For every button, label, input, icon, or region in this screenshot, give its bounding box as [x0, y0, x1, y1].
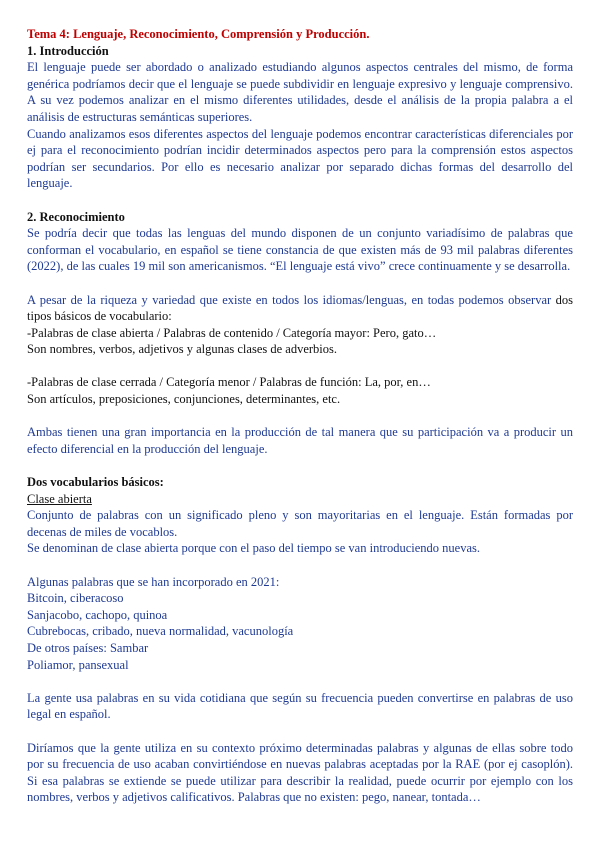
closed-class-line: -Palabras de clase cerrada / Categoría menor / Palabras de función: La, por, en… [27, 375, 431, 390]
reconocimiento-paragraph-3: Ambas tienen una gran importancia en la producción de tal manera que su participación va a producir un efecto diferencial en la producción del lenguaje. [27, 425, 573, 456]
document-title: Tema 4: Lenguaje, Reconocimiento, Comprensión y Producción. [27, 27, 370, 41]
vocab-paragraph-1: Conjunto de palabras con un significado pleno y son mayoritarias en el lenguaje. Están formadas por decenas de miles de vocablos. [27, 508, 573, 539]
vocab-heading: Dos vocabularios básicos: [27, 475, 164, 490]
vocab-list-intro: Algunas palabras que se han incorporado en 2021: [27, 574, 280, 589]
spacer [27, 673, 573, 690]
list-item: De otros países: Sambar [27, 640, 149, 655]
list-item: Cubrebocas, cribado, nueva normalidad, vacunología [27, 624, 294, 639]
vocab-subheading-clase-abierta: Clase abierta [27, 491, 92, 506]
list-item: Poliamor, pansexual [27, 657, 129, 672]
spacer [27, 457, 573, 474]
list-item: Bitcoin, ciberacoso [27, 591, 124, 606]
vocab-paragraph-4: Diríamos que la gente utiliza en su contexto próximo determinadas palabras y algunas de ellas sobre todo por su frecuencia de uso acaban convirtiéndose en nuevas palabras aceptadas por la RAE (por ej casoplón). Si esa palabras se extiende se puede utilizar para describir la realidad, puede ocurrir por ejemplo con los nombres, verbos y adjetivos calificativos. Palabras que no existen: pego, nanear, tontada… [27, 740, 573, 805]
intro-paragraph-1: El lenguaje puede ser abordado o analizado estudiando algunos aspectos centrales del mismo, de forma genérica podríamos decir que el lenguaje se puede subdividir en lenguaje expresivo y lenguaje comprensivo. A su vez podemos analizar en el mismo diferentes utilidades, desde el análisis de la propia palabra a el análisis de estructuras semánticas superiores. [27, 60, 573, 124]
vocab-paragraph-3: La gente usa palabras en su vida cotidiana que según su frecuencia pueden convertirse en palabras de uso legal en español. [27, 690, 573, 722]
paragraph-2-black-text: dos tipos básicos de vocabulario: [27, 292, 573, 324]
paragraph-2-blue-text: A pesar de la riqueza y variedad que existe en todos los idiomas/lenguas, en todas podemos observar [27, 292, 552, 307]
open-class-description: Son nombres, verbos, adjetivos y algunas clases de adverbios. [27, 342, 338, 357]
spacer [27, 723, 573, 740]
spacer [27, 358, 573, 375]
spacer [27, 557, 573, 574]
reconocimiento-paragraph-2 [27, 292, 573, 325]
spacer [27, 408, 573, 425]
open-class-line: -Palabras de clase abierta / Palabras de contenido / Categoría mayor: Pero, gato… [27, 325, 437, 340]
section-heading-introduccion: 1. Introducción [27, 43, 109, 58]
spacer [27, 275, 573, 292]
reconocimiento-paragraph-1: Se podría decir que todas las lenguas del mundo disponen de un conjunto variadísimo de palabras que conforman el vocabulario, en español se tiene constancia de que existen más de 93 mil palabras diferentes (2022), de las cuales 19 mil son americanismos. “El lenguaje está vivo” crece continuamente y se desarrolla. [27, 226, 573, 274]
list-item: Sanjacobo, cachopo, quinoa [27, 607, 168, 622]
vocab-paragraph-2: Se denominan de clase abierta porque con el paso del tiempo se van introduciendo nuevas. [27, 541, 480, 556]
intro-paragraph-2: Cuando analizamos esos diferentes aspectos del lenguaje podemos encontrar características diferenciales por ej para el reconocimiento podrían incidir determinados aspectos pero para la comprensión estos aspectos podrían ser secundarios. Por ello es necesario analizar por separado dichas formas del desarrollo del lenguaje. [27, 126, 573, 191]
spacer [27, 192, 573, 209]
section-heading-reconocimiento: 2. Reconocimiento [27, 209, 125, 224]
closed-class-description: Son artículos, preposiciones, conjunciones, determinantes, etc. [27, 392, 341, 407]
